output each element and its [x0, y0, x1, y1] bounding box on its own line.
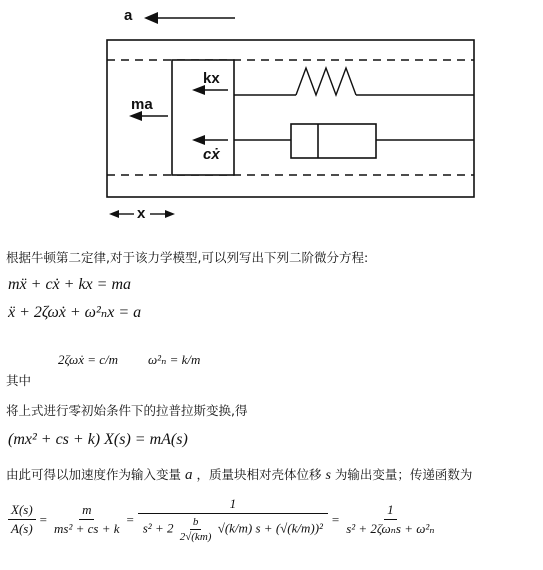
tf-lhs-numerator: X(s) [8, 502, 36, 520]
equation-laplace: (mx² + cs + k) X(s) = mA(s) [8, 431, 188, 448]
transfer-intro-part3: 为输出变量；传递函数为 [334, 467, 473, 482]
accel-arrow-head [144, 12, 158, 24]
tf-expanded [138, 496, 328, 543]
tf-rhs-numerator: 1 [384, 502, 397, 520]
tf-rhs [343, 502, 437, 537]
x-arrow-left-head [109, 210, 119, 218]
tf-lhs [8, 502, 36, 537]
tf-mid [51, 502, 123, 537]
label-cx: cẋ [203, 146, 220, 163]
variable-s: s [325, 468, 331, 483]
housing-frame [107, 40, 474, 197]
paragraph-newton-law: 根据牛顿第二定律,对于该力学模型,可以列写出下列二阶微分方程: [6, 250, 369, 265]
transfer-intro-part1: 由此可得以加速度作为输入变量 [6, 467, 182, 482]
tf-expanded-numerator: 1 [138, 496, 328, 514]
where-equation-damping: 2ζωẋ = c/m [58, 352, 119, 367]
label-kx: kx [203, 70, 220, 87]
damper-cylinder [291, 124, 376, 158]
equation-normalized: ẍ + 2ζωẋ + ω²ₙx = a [8, 304, 142, 321]
where-equation-frequency: ω²ₙ = k/m [148, 352, 201, 367]
mechanical-model-diagram [0, 0, 543, 230]
spring-zigzag [296, 68, 356, 95]
paragraph-transfer-intro [6, 465, 472, 484]
transfer-intro-part2: ，质量块相对壳体位移 [196, 467, 322, 482]
x-arrow-right-head [165, 210, 175, 218]
label-x: x [137, 205, 146, 222]
paragraph-laplace: 将上式进行零初始条件下的拉普拉斯变换,得 [6, 403, 248, 418]
label-ma: ma [131, 96, 153, 113]
tf-mid-denominator: ms² + cs + k [54, 521, 120, 536]
transfer-function: $\frac{X(s)}{A(s)}$ = $\frac{m}{\text{ms² + cs + k}}$ = 1 s² + 2 $\frac{b}{2√(km)}$ √(k/m) s + (√(k/m))² = $\frac{1}{\text{s² + 2ζωₙs + ω²ₙ}}$ [8, 496, 438, 543]
equation-motion: mẍ + cẋ + kx = ma [8, 276, 132, 293]
tf-expanded-denominator: s² + 2 $\frac{b}{2√(km)}$ √(k/m) s + (√(k/m))² [142, 516, 323, 543]
tf-mid-numerator: m [79, 502, 94, 520]
where-label: 其中 [6, 373, 32, 388]
label-a: a [124, 7, 133, 24]
tf-lhs-denominator: A(s) [11, 521, 33, 536]
tf-rhs-denominator: s² + 2ζωₙs + ω²ₙ [346, 521, 435, 536]
variable-a: a [185, 467, 193, 483]
